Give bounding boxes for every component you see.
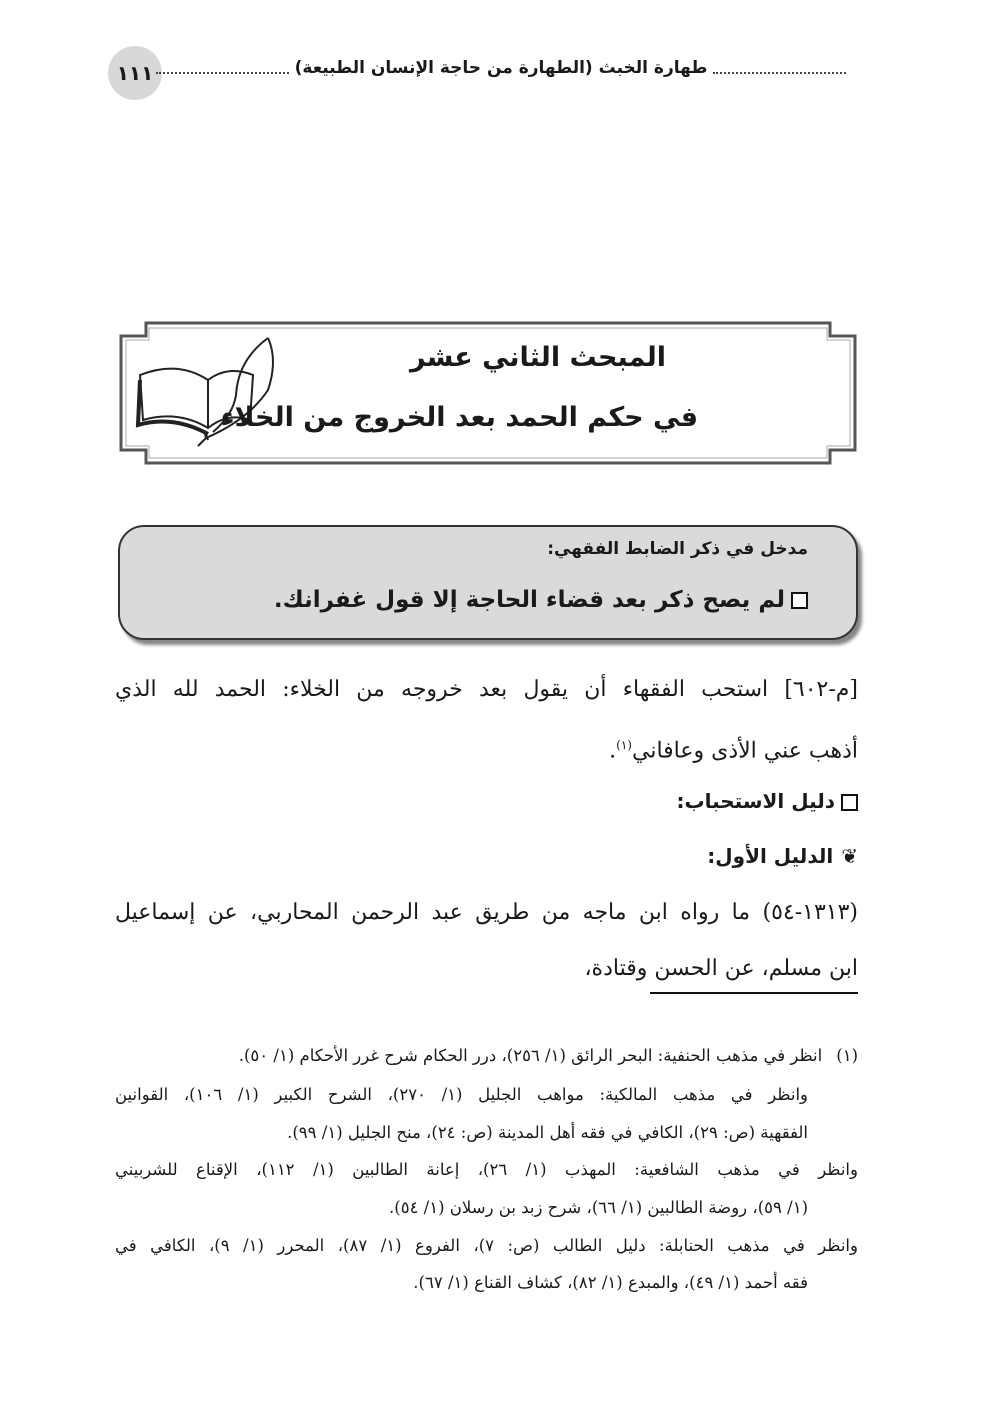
body-line: (١٣١٣-٥٤) ما رواه ابن ماجه من طريق عبد الرحمن المحاربي، عن إسماعيل [115, 900, 858, 925]
footnote-line: الفقهية (ص: ٢٩)، الكافي في فقه أهل المدينة (ص: ٢٤)، منح الجليل (١/ ٩٩). [287, 1123, 808, 1142]
intro-rule-text: لم يصح ذكر بعد قضاء الحاجة إلا قول غفرانك. [273, 587, 785, 613]
body-line: [م-٦٠٢] استحب الفقهاء أن يقول بعد خروجه من الخلاء: الحمد لله الذي [115, 677, 858, 702]
section-heading [676, 786, 858, 816]
footnote-line [115, 1044, 858, 1068]
chapter-title-box [118, 320, 858, 466]
chapter-subtitle: في حكم الحمد بعد الخروج من الخلاء [220, 402, 698, 433]
heading-text: دليل الاستحباب: [676, 789, 835, 813]
footnote-text: انظر في مذهب الحنفية: البحر الرائق (١/ ٢٥٦)، درر الحكام شرح غرر الأحكام (١/ ٥٠). [238, 1046, 823, 1065]
heading-text: الدليل الأول: [707, 844, 834, 868]
body-text: أذهب عني الأذى وعافاني [631, 738, 858, 764]
footnote-line: وانظر في مذهب المالكية: مواهب الجليل (١/ ٢٧٠)، الشرح الكبير (١/ ١٠٦)، القوانين [115, 1085, 808, 1104]
header-dots-left [156, 62, 289, 74]
running-header [156, 58, 846, 78]
footnote-line: فقه أحمد (١/ ٤٩)، والمبدع (١/ ٨٢)، كشاف القناع (١/ ٦٧). [413, 1273, 808, 1292]
subsection-heading [707, 841, 858, 871]
footnote-ref: (١) [616, 738, 632, 752]
checkbox-square-icon [841, 794, 858, 811]
footnote-line: (١/ ٥٩)، روضة الطالبين (١/ ٦٦)، شرح زبد بن رسلان (١/ ٥٤). [389, 1198, 808, 1217]
header-dots-right [713, 62, 846, 74]
intro-label: مدخل في ذكر الضابط الفقهي: [547, 539, 808, 559]
running-title: طهارة الخبث (الطهارة من حاجة الإنسان الطبيعة) [294, 58, 708, 78]
intro-box [118, 525, 858, 640]
checkbox-square-icon [791, 592, 808, 609]
footnote-number: (١) [836, 1046, 858, 1065]
body-line [115, 730, 858, 766]
leaf-bullet-icon: ❦ [841, 844, 858, 868]
footnote-line: وانظر في مذهب الشافعية: المهذب (١/ ٢٦)، إعانة الطالبين (١/ ١١٢)، الإقناع للشربيني [115, 1160, 858, 1179]
body-line: ابن مسلم، عن الحسن وقتادة، [584, 956, 858, 981]
intro-rule [274, 587, 808, 613]
footnote-separator [650, 992, 858, 994]
chapter-title: المبحث الثاني عشر [409, 342, 667, 373]
page-number: ١١١ [108, 46, 162, 100]
period: . [609, 738, 617, 764]
footnote-line: وانظر في مذهب الحنابلة: دليل الطالب (ص: ٧)، الفروع (١/ ٨٧)، المحرر (١/ ٩)، الكافي في [115, 1236, 858, 1255]
